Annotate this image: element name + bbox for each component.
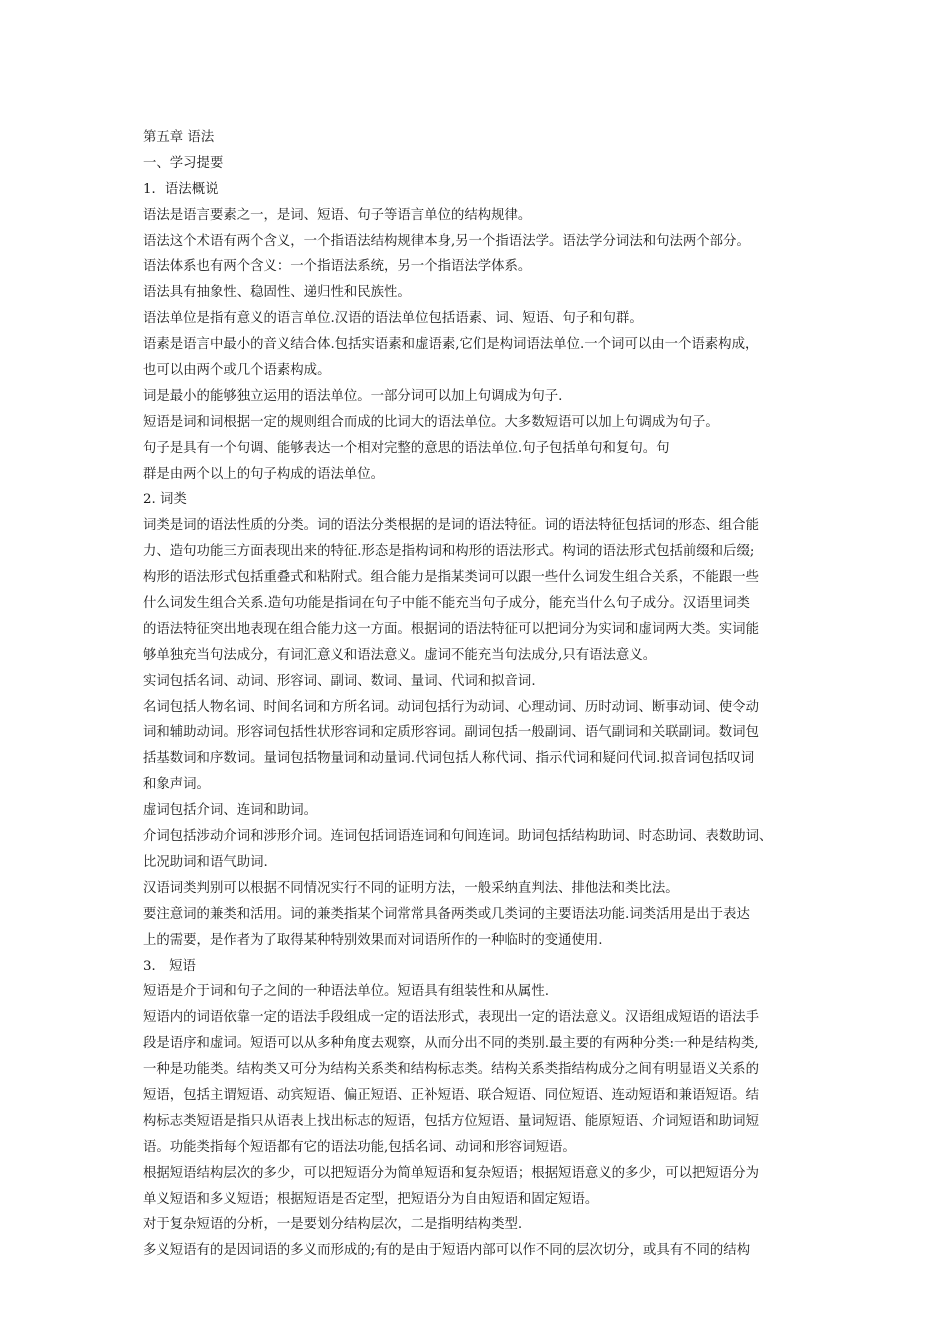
text-line: 介词包括涉动介词和涉形介词。连词包括词语连词和句间连词。助词包括结构助词、时态助词、表数助词、: [143, 829, 773, 845]
text-line: 名词包括人物名词、时间名词和方所名词。动词包括行为动词、心理动词、历时动词、断事动词、使令动: [143, 699, 759, 715]
section-heading: 一、学习提要: [143, 155, 224, 171]
text-line: 比况助词和语气助词.: [143, 854, 268, 870]
text-line: 词类是词的语法性质的分类。词的语法分类根据的是词的语法特征。词的语法特征包括词的形态、组合能: [143, 518, 759, 534]
text-line: 够单独充当句法成分，有词汇意义和语法意义。虚词不能充当句法成分,只有语法意义。: [143, 647, 657, 663]
text-line: 也可以由两个或几个语素构成。: [143, 363, 331, 379]
text-line: 词是最小的能够独立运用的语法单位。一部分词可以加上句调成为句子.: [143, 388, 563, 404]
text-line: 的语法特征突出地表现在组合能力这一方面。根据词的语法特征可以把词分为实词和虚词两大类。实词能: [143, 621, 759, 637]
subsection-heading: 3． 短语: [143, 958, 196, 974]
text-line: 语。功能类指每个短语都有它的语法功能,包括名词、动词和形容词短语。: [143, 1139, 576, 1155]
text-line: 根据短语结构层次的多少，可以把短语分为简单短语和复杂短语；根据短语意义的多少，可以把短语分为: [143, 1165, 759, 1181]
text-line: 语法体系也有两个含义：一个指语法系统，另一个指语法学体系。: [143, 259, 532, 275]
text-line: 实词包括名词、动词、形容词、副词、数词、量词、代词和拟音词.: [143, 673, 536, 689]
text-line: 虚词包括介词、连词和助词。: [143, 803, 318, 819]
text-line: 单义短语和多义短语；根据短语是否定型，把短语分为自由短语和固定短语。: [143, 1191, 599, 1207]
text-line: 词和辅助动词。形容词包括性状形容词和定质形容词。副词包括一般副词、语气副词和关联副词。数词包: [143, 725, 759, 741]
subsection-heading: 2. 词类: [143, 492, 187, 508]
text-line: 短语，包括主谓短语、动宾短语、偏正短语、正补短语、联合短语、同位短语、连动短语和兼语短语。结: [143, 1087, 759, 1103]
text-line: 多义短语有的是因词语的多义而形成的;有的是由于短语内部可以作不同的层次切分，或具有不同的结构: [143, 1243, 751, 1259]
chapter-title: 第五章 语法: [143, 130, 215, 145]
text-line: 力、造句功能三方面表现出来的特征.形态是指构词和构形的语法形式。构词的语法形式包括前缀和后缀;: [143, 544, 755, 560]
text-line: 段是语序和虚词。短语可以从多种角度去观察，从而分出不同的类别.最主要的有两种分类:一种是结构类,: [143, 1036, 759, 1052]
text-line: 一种是功能类。结构类又可分为结构关系类和结构标志类。结构关系类指结构成分之间有明显语义关系的: [143, 1062, 759, 1078]
text-line: 语素是语言中最小的音义结合体.包括实语素和虚语素,它们是构词语法单位.一个词可以由一个语素构成，: [143, 337, 759, 353]
text-line: 和象声词。: [143, 777, 210, 793]
text-line: 语法具有抽象性、稳固性、递归性和民族性。: [143, 285, 411, 301]
text-line: 语法这个术语有两个含义，一个指语法结构规律本身,另一个指语法学。语法学分词法和句法两个部分。: [143, 233, 750, 249]
subsection-heading: 1．语法概说: [143, 181, 219, 197]
text-line: 构标志类短语是指只从语表上找出标志的短语，包括方位短语、量词短语、能原短语、介词短语和助词短: [143, 1113, 759, 1129]
text-line: 构形的语法形式包括重叠式和粘附式。组合能力是指某类词可以跟一些什么词发生组合关系，不能跟一些: [143, 570, 759, 586]
text-line: 句子是具有一个句调、能够表达一个相对完整的意思的语法单位.句子包括单句和复句。句: [143, 440, 670, 456]
text-line: 括基数词和序数词。量词包括物量词和动量词.代词包括人称代词、指示代词和疑问代词.拟音词包括叹词: [143, 751, 755, 767]
text-line: 汉语词类判别可以根据不同情况实行不同的证明方法，一般采纳直判法、排他法和类比法。: [143, 880, 679, 896]
text-line: 群是由两个以上的句子构成的语法单位。: [143, 466, 385, 482]
text-line: 什么词发生组合关系.造句功能是指词在句子中能不能充当句子成分，能充当什么句子成分。汉语里词类: [143, 596, 750, 612]
text-line: 上的需要，是作者为了取得某种特别效果而对词语所作的一种临时的变通使用.: [143, 932, 603, 948]
text-line: 短语是介于词和句子之间的一种语法单位。短语具有组装性和从属性.: [143, 984, 549, 1000]
text-line: 短语内的词语依靠一定的语法手段组成一定的语法形式，表现出一定的语法意义。汉语组成短语的语法手: [143, 1010, 759, 1026]
text-line: 要注意词的兼类和活用。词的兼类指某个词常常具备两类或几类词的主要语法功能.词类活用是出于表达: [143, 906, 750, 922]
text-line: 对于复杂短语的分析，一是要划分结构层次，二是指明结构类型.: [143, 1217, 523, 1233]
document-page: [143, 125, 818, 1264]
text-line: 语法是语言要素之一，是词、短语、句子等语言单位的结构规律。: [143, 207, 532, 223]
text-line: 语法单位是指有意义的语言单位.汉语的语法单位包括语素、词、短语、句子和句群。: [143, 311, 643, 327]
text-line: 短语是词和词根据一定的规则组合而成的比词大的语法单位。大多数短语可以加上句调成为句子。: [143, 414, 719, 430]
